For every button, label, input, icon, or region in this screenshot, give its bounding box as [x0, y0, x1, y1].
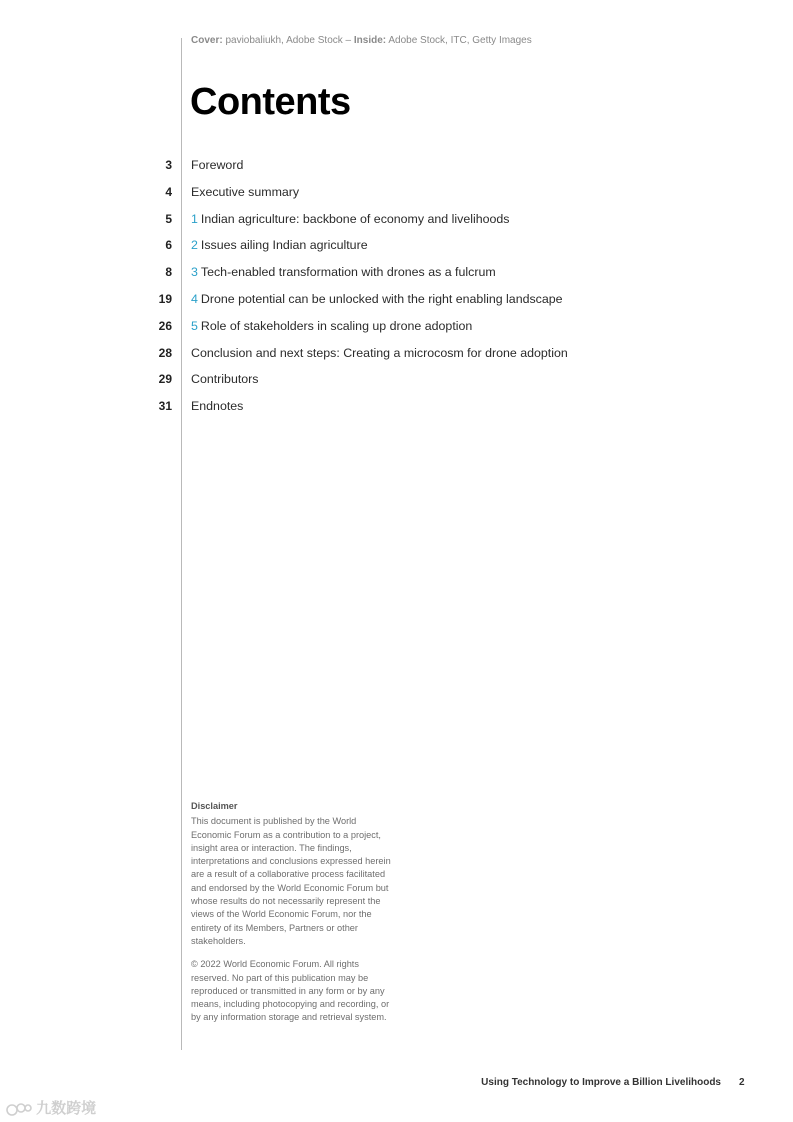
toc-entry-text	[191, 155, 243, 175]
toc-entry[interactable]	[0, 289, 793, 316]
toc-entry-title: Endnotes	[191, 399, 244, 414]
disclaimer	[191, 800, 391, 1035]
disclaimer-body: This document is published by the World Economic Forum as a contribution to a project, insight area or interaction. The findings, interpretations and conclusions expressed herein are a result of a collaborative process facilitated and endorsed by the World Economic Forum but whose results do not necessarily represent the views of the World Economic Forum, nor the entirety of its Members, Partners or other stakeholders.	[191, 816, 391, 946]
toc-page-number: 28	[158, 345, 172, 360]
image-credits	[191, 35, 532, 46]
toc-page-number: 19	[158, 291, 172, 306]
toc-entry-text	[191, 396, 243, 416]
toc-entry-title: Conclusion and next steps: Creating a microcosm for drone adoption	[191, 345, 568, 360]
toc-entry-text	[191, 343, 568, 363]
toc-page-number: 5	[165, 211, 172, 226]
toc-entry-title: Role of stakeholders in scaling up drone adoption	[200, 318, 473, 333]
inside-label: Inside:	[353, 35, 387, 46]
toc-page-number: 3	[165, 158, 172, 172]
table-of-contents	[0, 155, 793, 423]
toc-entry-text	[191, 289, 563, 309]
toc-entry[interactable]	[0, 396, 793, 423]
toc-page-number: 8	[165, 265, 172, 280]
disclaimer-heading: Disclaimer	[191, 801, 238, 811]
toc-entry-title: Foreword	[191, 158, 244, 172]
toc-entry[interactable]	[0, 262, 793, 289]
toc-entry-text	[191, 209, 510, 229]
toc-entry-title: Issues ailing Indian agriculture	[200, 238, 368, 253]
toc-entry[interactable]	[0, 182, 793, 209]
toc-entry-text	[191, 369, 259, 389]
toc-chapter-number: 1	[191, 211, 198, 226]
toc-chapter-number: 3	[191, 265, 198, 280]
toc-entry[interactable]	[0, 369, 793, 396]
toc-entry-title: Contributors	[191, 372, 259, 387]
toc-entry-text	[191, 262, 496, 282]
footer-title: Using Technology to Improve a Billion Livelihoods	[481, 1077, 721, 1088]
toc-page-number: 6	[165, 238, 172, 253]
watermark	[6, 1097, 96, 1118]
toc-entry[interactable]	[0, 155, 793, 182]
toc-entry-text	[191, 316, 472, 336]
toc-chapter-number: 4	[191, 291, 198, 306]
toc-page-number: 26	[158, 318, 172, 333]
footer-page-number: 2	[739, 1077, 745, 1088]
toc-entry-text	[191, 182, 299, 202]
cover-credit: paviobaliukh, Adobe Stock –	[222, 35, 354, 46]
toc-chapter-number: 5	[191, 318, 198, 333]
toc-page-number: 4	[165, 184, 172, 199]
watermark-text: 九数跨境	[36, 1100, 97, 1117]
toc-page-number: 31	[158, 399, 172, 414]
toc-entry[interactable]	[0, 316, 793, 343]
toc-entry-title: Executive summary	[191, 184, 300, 199]
toc-entry-text	[191, 235, 368, 255]
page-title: Contents	[190, 81, 351, 123]
toc-entry-title: Indian agriculture: backbone of economy and livelihoods	[200, 211, 510, 226]
inside-credit: Adobe Stock, ITC, Getty Images	[386, 35, 532, 46]
toc-entry-title: Tech-enabled transformation with drones as a fulcrum	[200, 265, 496, 280]
cover-label: Cover:	[191, 35, 223, 46]
watermark-logo-icon	[6, 1102, 32, 1117]
copyright-notice: © 2022 World Economic Forum. All rights reserved. No part of this publication may be reproduced or transmitted in any form or by any means, including photocopying and recording, or by any information storage and retrieval system.	[191, 959, 390, 1023]
toc-chapter-number: 2	[191, 238, 198, 253]
toc-entry[interactable]	[0, 343, 793, 370]
toc-entry[interactable]	[0, 235, 793, 262]
toc-entry[interactable]	[0, 209, 793, 236]
toc-entry-title: Drone potential can be unlocked with the right enabling landscape	[200, 291, 563, 306]
toc-page-number: 29	[158, 372, 172, 387]
